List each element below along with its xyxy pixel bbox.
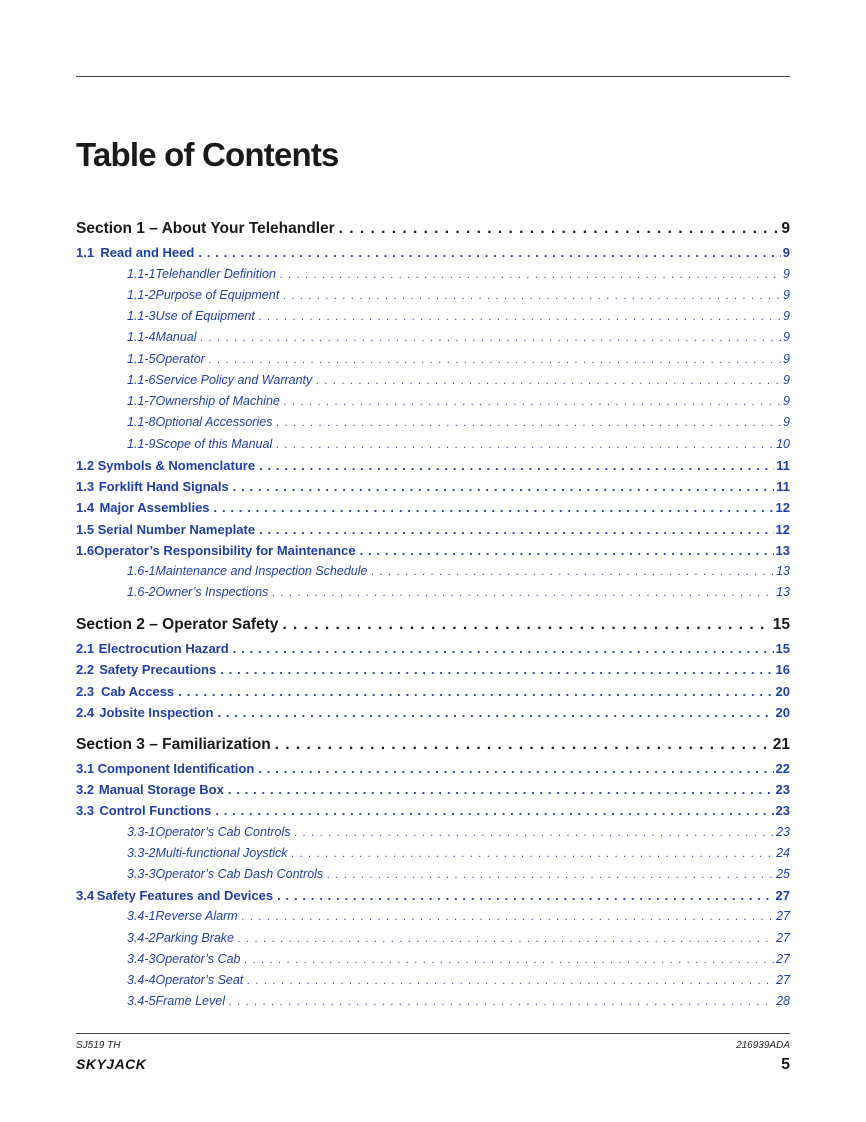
toc-page: 27 — [776, 973, 790, 987]
toc-page: 13 — [775, 543, 790, 558]
toc-page: 28 — [776, 994, 790, 1008]
toc-entry[interactable] — [76, 782, 790, 797]
toc-label: Operator’s Seat — [155, 973, 244, 987]
toc-num: 3.1 — [76, 761, 95, 776]
toc-page: 23 — [775, 803, 790, 818]
leader-dots — [259, 522, 773, 537]
leader-dots — [276, 417, 781, 429]
toc-label: Service Policy and Warranty — [155, 373, 313, 387]
toc-entry[interactable] — [76, 803, 790, 818]
header-rule — [76, 76, 790, 77]
toc-num: 1.1-8 — [127, 415, 156, 429]
page-number: 5 — [781, 1056, 790, 1073]
toc-num: 1.1-9 — [127, 437, 156, 451]
leader-dots — [339, 220, 780, 238]
toc-subentry[interactable] — [76, 585, 790, 599]
toc-num: 1.1-7 — [127, 394, 156, 408]
toc-label: Owner’s Inspections — [155, 585, 269, 599]
toc-subentry[interactable] — [76, 352, 790, 366]
toc-subentry[interactable] — [76, 994, 790, 1008]
leader-dots — [217, 705, 773, 720]
leader-dots — [259, 458, 774, 473]
toc-label: Read and Heed — [100, 245, 195, 260]
leader-dots — [228, 782, 774, 797]
toc-subentry[interactable] — [76, 867, 790, 881]
toc-page: 9 — [782, 245, 790, 260]
toc-entry[interactable] — [76, 458, 790, 473]
toc-label: Use of Equipment — [155, 309, 255, 323]
toc-num: 1.6 — [76, 543, 95, 558]
toc-label: Safety Precautions — [99, 662, 217, 677]
toc-label: Cab Access — [100, 684, 175, 699]
leader-dots — [280, 269, 781, 281]
toc-page: 15 — [775, 641, 790, 656]
toc-section-2[interactable] — [76, 616, 790, 634]
toc-label: Telehandler Definition — [155, 267, 276, 281]
toc-page: 23 — [775, 782, 790, 797]
toc-subentry[interactable] — [76, 973, 790, 987]
toc-entry[interactable] — [76, 500, 790, 515]
toc-subentry[interactable] — [76, 564, 790, 578]
toc-entry[interactable] — [76, 684, 790, 699]
toc-entry[interactable] — [76, 522, 790, 537]
leader-dots — [238, 933, 774, 945]
toc-label: Control Functions — [99, 803, 212, 818]
toc-page: 9 — [781, 220, 790, 237]
toc-label: Ownership of Machine — [155, 394, 280, 408]
toc-num: 3.4 — [76, 888, 95, 903]
toc-entry[interactable] — [76, 641, 790, 656]
toc-entry[interactable] — [76, 761, 790, 776]
toc-page: 10 — [776, 437, 790, 451]
toc-label: Operator’s Responsibility for Maintenance — [94, 543, 356, 558]
leader-dots — [215, 803, 773, 818]
leader-dots — [214, 500, 774, 515]
document-number: 216939ADA — [736, 1040, 790, 1051]
toc-label: Symbols & Nomenclature — [97, 458, 256, 473]
toc-page: 21 — [772, 736, 790, 753]
toc-page: 27 — [776, 931, 790, 945]
toc-num: 1.3 — [76, 479, 95, 494]
toc-subentry[interactable] — [76, 415, 790, 429]
toc-entry[interactable] — [76, 543, 790, 558]
toc-subentry[interactable] — [76, 330, 790, 344]
toc-label: Maintenance and Inspection Schedule — [155, 564, 368, 578]
toc-num: 3.4-5 — [127, 994, 156, 1008]
toc-num: 1.1-5 — [127, 352, 156, 366]
toc-label: Safety Features and Devices — [96, 888, 274, 903]
toc-page: 9 — [783, 267, 790, 281]
toc-label: Reverse Alarm — [155, 909, 238, 923]
toc-subentry[interactable] — [76, 825, 790, 839]
toc-page: 9 — [783, 394, 790, 408]
model-name: SJ519 TH — [76, 1040, 121, 1051]
toc-page: 27 — [775, 888, 790, 903]
toc-num: 1.1 — [76, 245, 95, 260]
toc-num: 3.3 — [76, 803, 95, 818]
toc-label: Manual — [155, 330, 197, 344]
toc-page: 12 — [775, 500, 790, 515]
leader-dots — [295, 827, 775, 839]
leader-dots — [316, 375, 781, 387]
toc-label: Frame Level — [155, 994, 225, 1008]
toc-subentry[interactable] — [76, 909, 790, 923]
toc-entry[interactable] — [76, 245, 790, 260]
leader-dots — [233, 479, 775, 494]
leader-dots — [245, 954, 775, 966]
leader-dots — [201, 332, 782, 344]
footer-rule — [76, 1033, 790, 1034]
leader-dots — [242, 911, 774, 923]
toc-subentry[interactable] — [76, 931, 790, 945]
toc-page: 22 — [775, 761, 790, 776]
leader-dots — [277, 888, 773, 903]
leader-dots — [276, 439, 774, 451]
toc-num: 1.1-6 — [127, 373, 156, 387]
toc-num: 3.3-3 — [127, 867, 156, 881]
toc-entry[interactable] — [76, 705, 790, 720]
toc-page: 9 — [783, 373, 790, 387]
leader-dots — [283, 290, 781, 302]
toc-entry[interactable] — [76, 662, 790, 677]
leader-dots — [282, 616, 770, 634]
toc-subentry[interactable] — [76, 394, 790, 408]
toc-page: 9 — [783, 288, 790, 302]
toc-num: 1.2 — [76, 458, 95, 473]
brand-logo: SKYJACK — [76, 1056, 147, 1072]
toc-page: 15 — [772, 616, 790, 633]
leader-dots — [258, 761, 773, 776]
leader-dots — [229, 996, 774, 1008]
toc-num: 3.4-1 — [127, 909, 156, 923]
toc-num: 1.4 — [76, 500, 95, 515]
leader-dots — [247, 975, 774, 987]
toc-subentry[interactable] — [76, 309, 790, 323]
toc-page: 9 — [783, 415, 790, 429]
toc-section-1[interactable] — [76, 220, 790, 238]
toc-page: 11 — [776, 479, 790, 494]
toc-subentry[interactable] — [76, 846, 790, 860]
toc-num: 1.6-2 — [127, 585, 156, 599]
leader-dots — [178, 684, 773, 699]
toc-page: 9 — [783, 309, 790, 323]
toc-num: 1.1-4 — [127, 330, 156, 344]
leader-dots — [371, 566, 774, 578]
leader-dots — [259, 311, 781, 323]
leader-dots — [198, 245, 780, 260]
toc-page: 9 — [783, 352, 790, 366]
toc-label: Serial Number Nameplate — [97, 522, 256, 537]
toc-page: 20 — [775, 705, 790, 720]
toc-num: 2.2 — [76, 662, 95, 677]
leader-dots — [284, 396, 781, 408]
toc-subentry[interactable] — [76, 437, 790, 451]
toc-section-label: Section 1 – About Your Telehandler — [76, 220, 335, 237]
leader-dots — [360, 543, 774, 558]
toc-subentry[interactable] — [76, 952, 790, 966]
toc-label: Operator — [155, 352, 205, 366]
page-title: Table of Contents — [76, 136, 339, 173]
leader-dots — [220, 662, 773, 677]
toc-label: Operator’s Cab Dash Controls — [155, 867, 324, 881]
toc-label: Multi-functional Joystick — [155, 846, 288, 860]
toc-label: Optional Accessories — [155, 415, 273, 429]
toc-section-3[interactable] — [76, 736, 790, 754]
toc-label: Operator’s Cab — [155, 952, 241, 966]
toc-label: Forklift Hand Signals — [98, 479, 229, 494]
toc-num: 3.4-2 — [127, 931, 156, 945]
toc-page: 20 — [775, 684, 790, 699]
leader-dots — [233, 641, 774, 656]
leader-dots — [272, 587, 774, 599]
toc-label: Jobsite Inspection — [99, 705, 214, 720]
toc-num: 2.4 — [76, 705, 95, 720]
toc-page: 25 — [776, 867, 790, 881]
toc-num: 1.1-1 — [127, 267, 156, 281]
toc-subentry[interactable] — [76, 373, 790, 387]
toc-num: 1.6-1 — [127, 564, 156, 578]
toc-num: 2.3 — [76, 684, 95, 699]
toc-label: Component Identification — [97, 761, 255, 776]
leader-dots — [275, 736, 771, 754]
toc-page: 13 — [776, 585, 790, 599]
toc-subentry[interactable] — [76, 288, 790, 302]
toc-page: 11 — [776, 458, 790, 473]
toc-num: 1.1-2 — [127, 288, 156, 302]
leader-dots — [209, 354, 781, 366]
toc-label: Manual Storage Box — [98, 782, 224, 797]
toc-entry[interactable] — [76, 479, 790, 494]
toc-num: 3.4-4 — [127, 973, 156, 987]
toc-page: 12 — [775, 522, 790, 537]
toc-page: 13 — [776, 564, 790, 578]
leader-dots — [327, 869, 774, 881]
toc-section-label: Section 3 – Familiarization — [76, 736, 271, 753]
toc-num: 1.1-3 — [127, 309, 156, 323]
toc-page: 16 — [775, 662, 790, 677]
toc-num: 1.5 — [76, 522, 95, 537]
toc-num: 3.4-3 — [127, 952, 156, 966]
toc-label: Major Assemblies — [99, 500, 210, 515]
toc-label: Scope of this Manual — [155, 437, 273, 451]
toc-page: 23 — [776, 825, 790, 839]
toc-page: 27 — [776, 952, 790, 966]
toc-label: Operator’s Cab Controls — [155, 825, 291, 839]
toc-label: Electrocution Hazard — [98, 641, 229, 656]
toc-entry[interactable] — [76, 888, 790, 903]
toc-page: 27 — [776, 909, 790, 923]
toc-page: 9 — [783, 330, 790, 344]
toc-num: 2.1 — [76, 641, 95, 656]
leader-dots — [292, 848, 775, 860]
toc-subentry[interactable] — [76, 267, 790, 281]
toc-page: 24 — [776, 846, 790, 860]
toc-num: 3.2 — [76, 782, 95, 797]
toc-num: 3.3-2 — [127, 846, 156, 860]
toc-num: 3.3-1 — [127, 825, 156, 839]
toc-section-label: Section 2 – Operator Safety — [76, 616, 279, 633]
toc-label: Parking Brake — [155, 931, 235, 945]
toc-label: Purpose of Equipment — [155, 288, 280, 302]
